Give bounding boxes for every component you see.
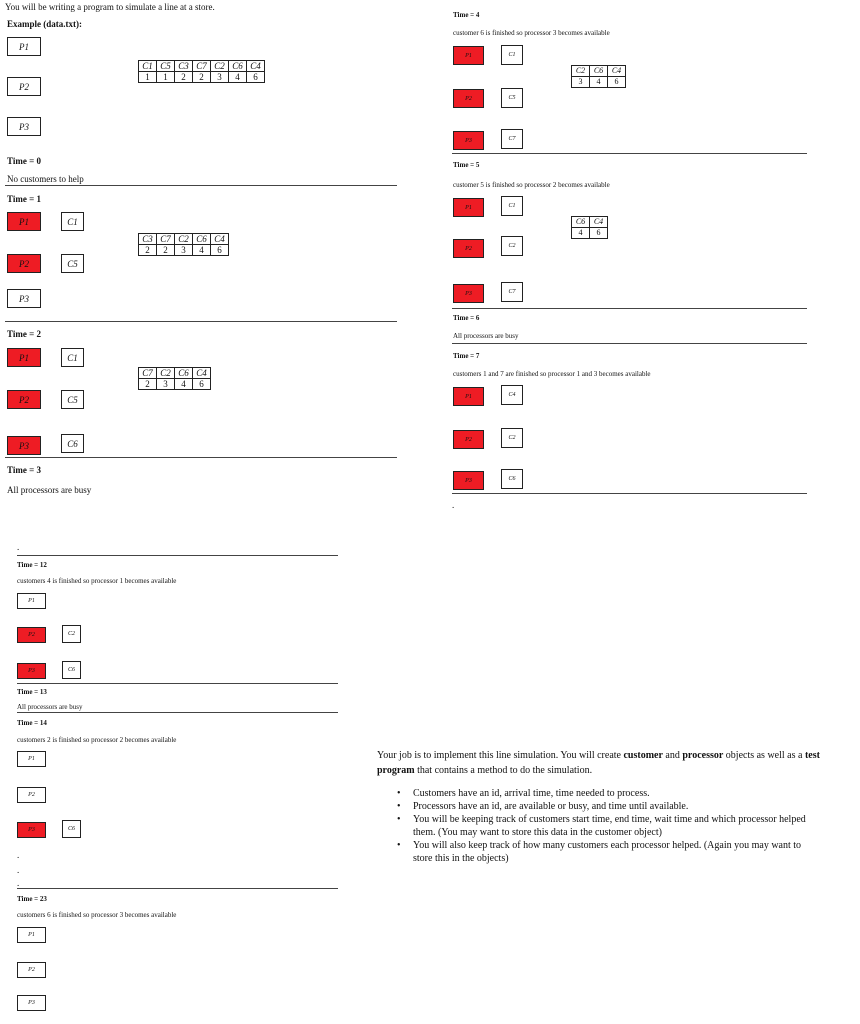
bullet-item: • You will also keep track of how many customers each processor helped. (Again you may want to store this in the objects) <box>393 839 813 865</box>
processor-2-busy: P2 <box>7 390 41 409</box>
step-title: Time = 5 <box>453 161 480 169</box>
example-label: Example (data.txt): <box>7 19 82 29</box>
queue-id: C2 <box>157 368 175 379</box>
step-title: Time = 12 <box>17 561 47 569</box>
queue-value: 2 <box>139 379 157 390</box>
task-bullets <box>393 787 813 865</box>
processor-1-busy: P1 <box>453 387 484 406</box>
divider <box>452 308 807 309</box>
customer-box: C7 <box>501 129 523 149</box>
queue-id: C2 <box>175 234 193 245</box>
queue-value: 4 <box>229 72 247 83</box>
queue-value: 6 <box>193 379 211 390</box>
divider <box>17 888 338 889</box>
queue-id: C7 <box>193 61 211 72</box>
step-title: Time = 23 <box>17 895 47 903</box>
queue-id: C7 <box>139 368 157 379</box>
processor-2-busy: P2 <box>453 430 484 449</box>
queue-value: 3 <box>211 72 229 83</box>
processor-2-busy: P2 <box>7 254 41 273</box>
queue-id: C6 <box>175 368 193 379</box>
step-desc: customers 6 is finished so processor 3 becomes available <box>17 911 177 919</box>
processor-3: P3 <box>17 995 46 1011</box>
ellipsis-dot: . <box>452 500 455 510</box>
step-title: Time = 7 <box>453 352 480 360</box>
step-desc: customers 1 and 7 are finished so processor 1 and 3 becomes available <box>453 370 651 378</box>
divider <box>452 343 807 344</box>
queue-value: 6 <box>247 72 265 83</box>
processor-2: P2 <box>17 962 46 978</box>
queue-value: 3 <box>157 379 175 390</box>
queue-id: C4 <box>193 368 211 379</box>
queue-value: 4 <box>175 379 193 390</box>
task-text: that contains a method to do the simulation. <box>414 765 593 776</box>
customer-box: C6 <box>501 469 523 489</box>
queue-value: 1 <box>157 72 175 83</box>
customer-box: C2 <box>501 236 523 256</box>
queue-t4 <box>571 65 626 88</box>
queue-id: C3 <box>139 234 157 245</box>
queue-id: C4 <box>211 234 229 245</box>
ellipsis-dot: . <box>17 542 20 552</box>
queue-value: 1 <box>139 72 157 83</box>
queue-value: 2 <box>139 245 157 256</box>
queue-id: C6 <box>590 66 608 77</box>
processor-1-busy: P1 <box>453 198 484 217</box>
step-desc: customer 6 is finished so processor 3 becomes available <box>453 29 610 37</box>
task-bold-processor: processor <box>682 750 724 761</box>
processor-3-busy: P3 <box>453 284 484 303</box>
task-bold-customer: customer <box>623 750 663 761</box>
queue-value: 3 <box>175 245 193 256</box>
customer-box: C5 <box>501 88 523 108</box>
step-desc: customers 2 is finished so processor 2 becomes available <box>17 736 177 744</box>
step-title: Time = 13 <box>17 688 47 696</box>
queue-id: C7 <box>157 234 175 245</box>
queue-id: C4 <box>590 217 608 228</box>
processor-2-busy: P2 <box>453 239 484 258</box>
processor-2: P2 <box>7 77 41 96</box>
queue-id: C4 <box>247 61 265 72</box>
queue-id: C6 <box>229 61 247 72</box>
step-title: Time = 14 <box>17 719 47 727</box>
queue-id: C5 <box>157 61 175 72</box>
divider <box>452 493 807 494</box>
step-desc: customer 5 is finished so processor 2 becomes available <box>453 181 610 189</box>
queue-t5 <box>571 216 608 239</box>
queue-value: 2 <box>175 72 193 83</box>
step-title: Time = 2 <box>7 329 41 339</box>
customer-box: C6 <box>61 434 84 453</box>
queue-t2 <box>138 367 211 390</box>
customer-box: C6 <box>62 820 81 838</box>
ellipsis-dot: . <box>17 850 20 860</box>
customer-box: C5 <box>61 254 84 273</box>
queue-value: 6 <box>590 228 608 239</box>
customer-box: C1 <box>501 45 523 65</box>
customer-box: C6 <box>62 661 81 679</box>
customer-box: C7 <box>501 282 523 302</box>
intro-line: You will be writing a program to simulate a line at a store. <box>5 2 215 12</box>
processor-1-busy: P1 <box>453 46 484 65</box>
divider <box>5 321 397 322</box>
step-desc: customers 4 is finished so processor 1 becomes available <box>17 577 177 585</box>
queue-id: C6 <box>193 234 211 245</box>
processor-3-busy: P3 <box>17 663 46 679</box>
queue-value: 6 <box>608 77 626 88</box>
processor-3: P3 <box>7 117 41 136</box>
task-text: objects as well as a <box>723 750 805 761</box>
queue-t1 <box>138 233 229 256</box>
task-bold-test-program: test program <box>377 750 820 776</box>
ellipsis-dot: . <box>17 878 20 888</box>
step-title: Time = 4 <box>453 11 480 19</box>
queue-initial <box>138 60 265 83</box>
customer-box: C4 <box>501 385 523 405</box>
queue-id: C6 <box>572 217 590 228</box>
divider <box>452 153 807 154</box>
processor-1-busy: P1 <box>7 348 41 367</box>
processor-3-busy: P3 <box>453 471 484 490</box>
step-desc: No customers to help <box>7 174 84 184</box>
customer-box: C2 <box>501 428 523 448</box>
divider <box>5 457 397 458</box>
queue-id: C4 <box>608 66 626 77</box>
processor-1: P1 <box>17 593 46 609</box>
step-desc: All processors are busy <box>453 332 519 340</box>
bullet-item: • Customers have an id, arrival time, time needed to process. <box>393 787 813 800</box>
divider <box>5 185 397 186</box>
processor-3: P3 <box>7 289 41 308</box>
processor-1: P1 <box>17 751 46 767</box>
customer-box: C1 <box>61 212 84 231</box>
processor-2-busy: P2 <box>453 89 484 108</box>
customer-box: C5 <box>61 390 84 409</box>
ellipsis-dot: . <box>17 865 20 875</box>
processor-2: P2 <box>17 787 46 803</box>
processor-3-busy: P3 <box>7 436 41 455</box>
divider <box>17 683 338 684</box>
queue-id: C2 <box>572 66 590 77</box>
processor-1: P1 <box>17 927 46 943</box>
queue-value: 4 <box>193 245 211 256</box>
processor-1-busy: P1 <box>7 212 41 231</box>
queue-value: 4 <box>590 77 608 88</box>
step-desc: All processors are busy <box>7 485 92 495</box>
queue-id: C1 <box>139 61 157 72</box>
customer-box: C1 <box>61 348 84 367</box>
queue-id: C3 <box>175 61 193 72</box>
step-desc: All processors are busy <box>17 703 83 711</box>
queue-value: 2 <box>193 72 211 83</box>
processor-1: P1 <box>7 37 41 56</box>
step-title: Time = 0 <box>7 156 41 166</box>
queue-id: C2 <box>211 61 229 72</box>
queue-value: 3 <box>572 77 590 88</box>
bullet-item: • You will be keeping track of customers start time, end time, wait time and which processor helped them. (You may want to store this data in the customer object) <box>393 813 813 839</box>
divider <box>17 555 338 556</box>
processor-3-busy: P3 <box>17 822 46 838</box>
task-text: Your job is to implement this line simulation. You will create <box>377 750 624 761</box>
bullet-item: • Processors have an id, are available or busy, and time until available. <box>393 800 813 813</box>
step-title: Time = 6 <box>453 314 480 322</box>
queue-value: 2 <box>157 245 175 256</box>
task-paragraph <box>377 748 827 778</box>
processor-2-busy: P2 <box>17 627 46 643</box>
task-text: and <box>662 750 683 761</box>
divider <box>17 712 338 713</box>
customer-box: C2 <box>62 625 81 643</box>
queue-value: 4 <box>572 228 590 239</box>
queue-value: 6 <box>211 245 229 256</box>
step-title: Time = 3 <box>7 465 41 475</box>
customer-box: C1 <box>501 196 523 216</box>
processor-3-busy: P3 <box>453 131 484 150</box>
step-title: Time = 1 <box>7 194 41 204</box>
